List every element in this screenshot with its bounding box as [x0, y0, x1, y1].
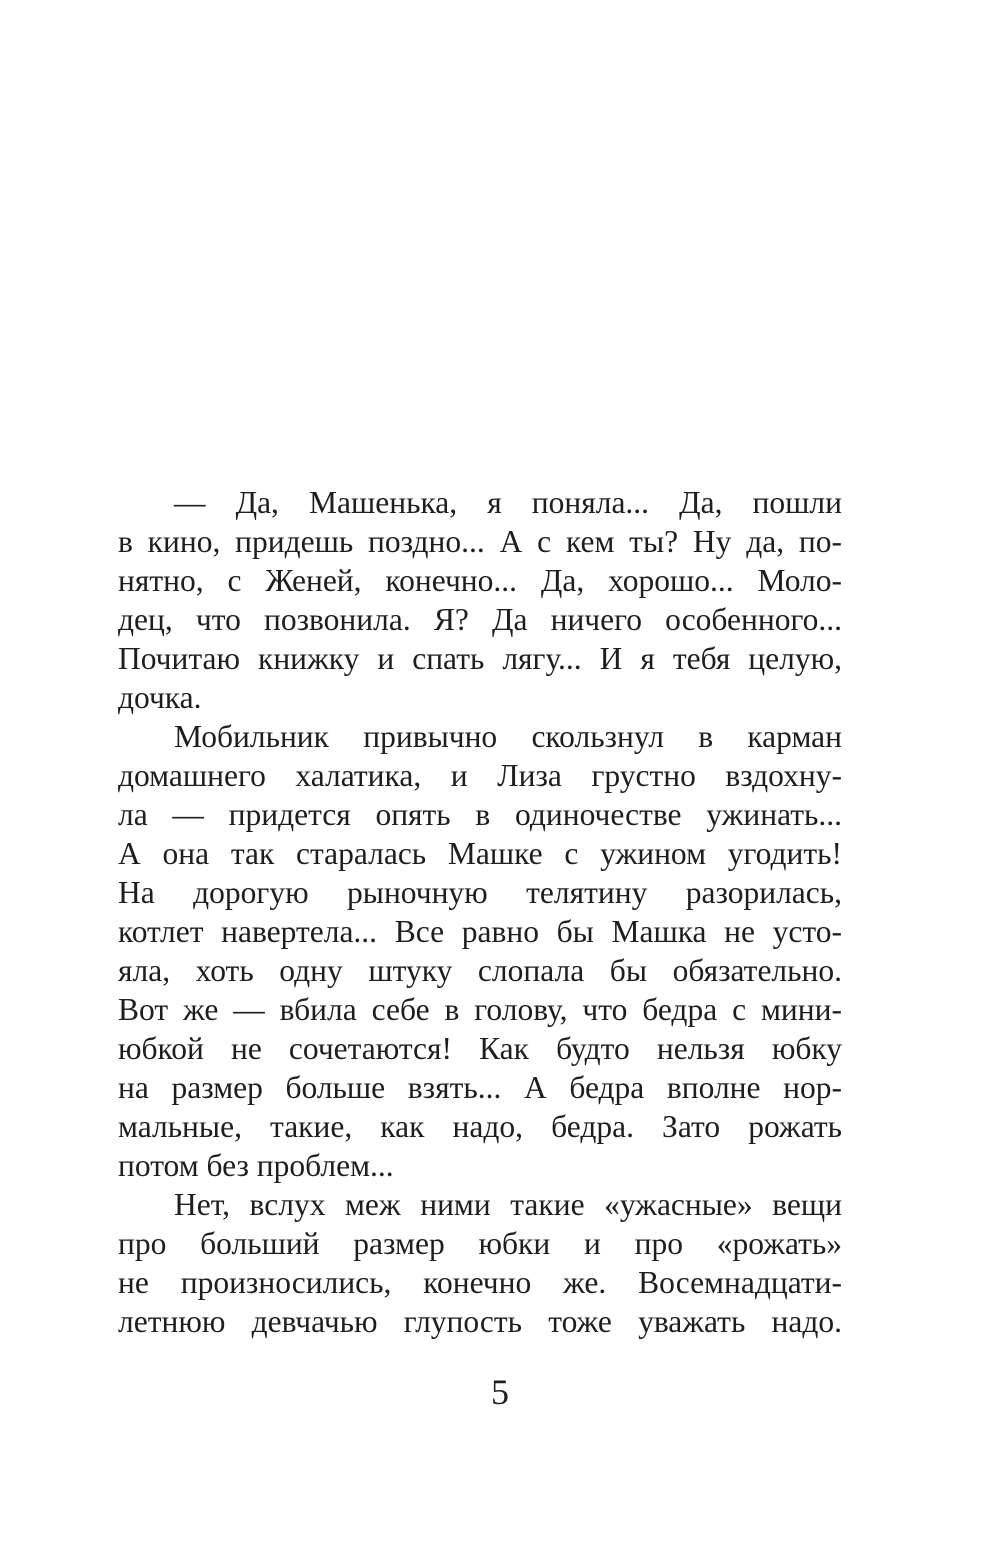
text-line: Мобильник привычно скользнул в карман: [174, 719, 842, 754]
paragraph-2: [118, 717, 842, 1185]
text-line: мальные, такие, как надо, бедра. Зато рожать: [118, 1109, 842, 1144]
text-line: не произносились, конечно же. Восемнадцати-: [118, 1265, 842, 1300]
text-line: нятно, с Женей, конечно... Да, хорошо... Моло-: [118, 563, 842, 598]
text-line: Нет, вслух меж ними такие «ужасные» вещи: [174, 1187, 842, 1222]
paragraph-1: [118, 483, 842, 717]
text-line: А она так старалась Машке с ужином угодить!: [118, 836, 842, 871]
text-line: ла — придется опять в одиночестве ужинать...: [118, 797, 842, 832]
text-line: домашнего халатика, и Лиза грустно вздохну-: [118, 758, 842, 793]
text-line: потом без проблем...: [118, 1148, 394, 1183]
page-body: [118, 483, 842, 1341]
text-line: котлет навертела... Все равно бы Машка не усто-: [118, 914, 842, 949]
text-line: на размер больше взять... А бедра вполне нор-: [118, 1070, 842, 1105]
text-line: юбкой не сочетаются! Как будто нельзя юбку: [118, 1031, 842, 1066]
text-line: летнюю девчачью глупость тоже уважать надо.: [118, 1304, 842, 1339]
paragraph-3: [118, 1185, 842, 1341]
text-line: в кино, придешь поздно... А с кем ты? Ну да, по-: [118, 524, 842, 559]
text-line: Почитаю книжку и спать лягу... И я тебя целую,: [118, 641, 842, 676]
text-line: дец, что позвонила. Я? Да ничего особенного...: [118, 602, 842, 637]
text-line: Вот же — вбила себе в голову, что бедра с мини-: [118, 992, 842, 1027]
text-line: про больший размер юбки и про «рожать»: [118, 1226, 842, 1261]
text-line: яла, хоть одну штуку слопала бы обязательно.: [118, 953, 842, 988]
text-line: — Да, Машенька, я поняла... Да, пошли: [174, 485, 842, 520]
page-number: 5: [491, 1372, 509, 1412]
text-line: На дорогую рыночную телятину разорилась,: [118, 875, 842, 910]
text-line: дочка.: [118, 680, 202, 715]
